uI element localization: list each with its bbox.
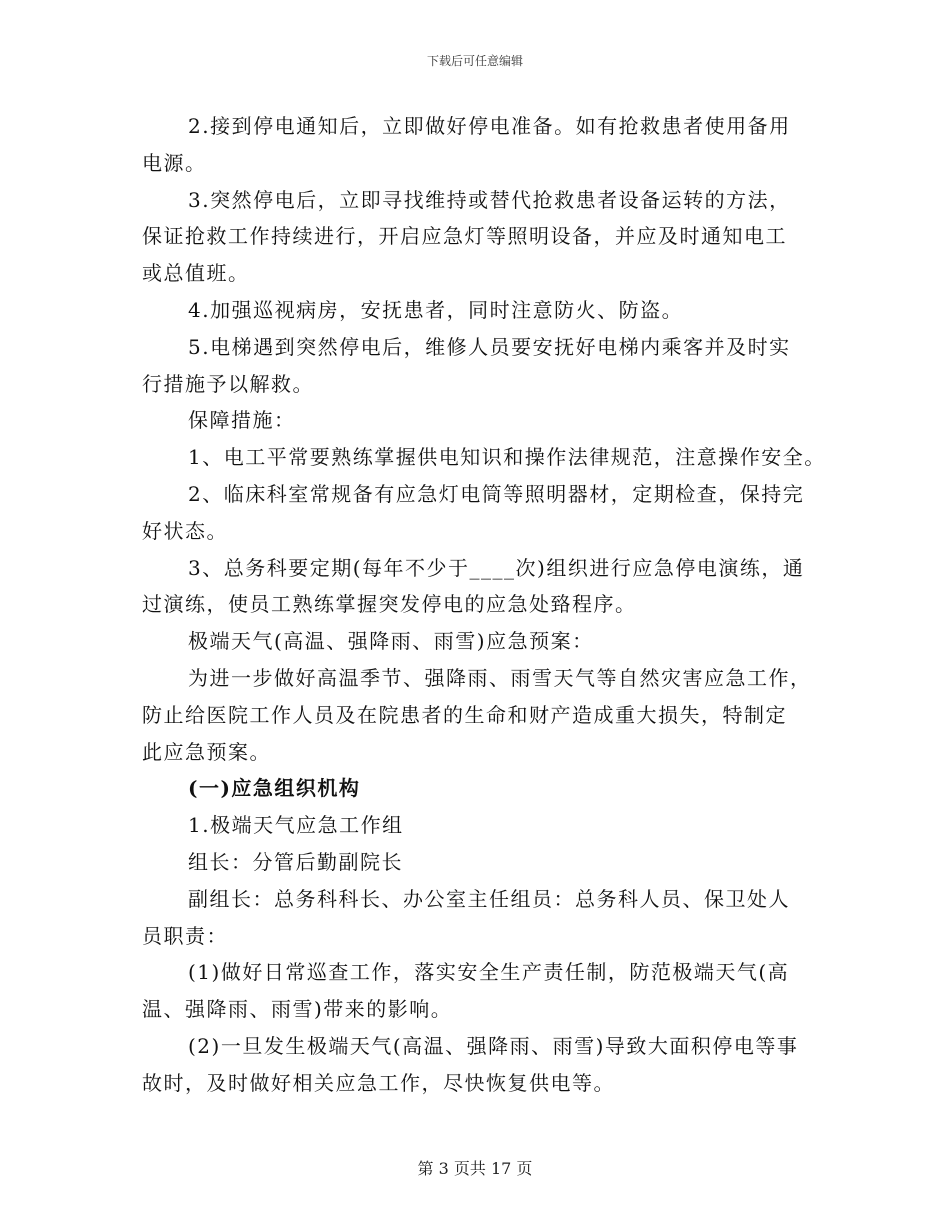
paragraph-line: 或总值班。: [142, 261, 250, 286]
paragraph-line: 3、总务科要定期(每年不少于____次)组织进行应急停电演练，通: [188, 555, 805, 580]
paragraph-line: 电源。: [142, 150, 207, 175]
paragraph-line: 副组长：总务科科长、办公室主任组员：总务科人员、保卫处人: [188, 886, 790, 911]
paragraph-line: (2)一旦发生极端天气(高温、强降雨、雨雪)导致大面积停电等事: [188, 1034, 799, 1058]
paragraph-line: 1、电工平常要熟练掌握供电知识和操作法律规范，注意操作安全。: [188, 445, 826, 470]
page-header: 下载后可任意编辑: [426, 54, 523, 68]
paragraph-line: 3.突然停电后，立即寻找维持或替代抢救患者设备运转的方法，: [188, 187, 791, 212]
paragraph-line: 防止给医院工作人员及在院患者的生命和财产造成重大损失，特制定: [142, 702, 787, 727]
paragraph-line: 员职责：: [142, 923, 228, 948]
page-footer: 第 3 页共 17 页: [417, 1159, 533, 1178]
paragraph-line: 极端天气(高温、强降雨、雨雪)应急预案：: [188, 629, 594, 654]
paragraph-line: (1)做好日常巡查工作，落实安全生产责任制，防范极端天气(高: [188, 960, 790, 985]
paragraph-line: 5.电梯遇到突然停电后，维修人员要安抚好电梯内乘客并及时实: [188, 334, 791, 359]
paragraph-line: 保障措施：: [188, 408, 296, 433]
paragraph-line: 保证抢救工作持续进行，开启应急灯等照明设备，并应及时通知电工: [142, 224, 787, 249]
paragraph-line: 2.接到停电通知后，立即做好停电准备。如有抢救患者使用备用: [188, 114, 791, 138]
paragraph-line: 行措施予以解救。: [142, 371, 314, 396]
paragraph-line: 故时，及时做好相关应急工作，尽快恢复供电等。: [142, 1070, 615, 1095]
paragraph-line: 组长：分管后勤副院长: [188, 850, 403, 874]
paragraph-line: 过演练，使员工熟练掌握突发停电的应急处臵程序。: [142, 592, 637, 617]
paragraph-line: 此应急预案。: [142, 739, 271, 764]
paragraph-line: 2、临床科室常规备有应急灯电筒等照明器材，定期检查，保持完: [188, 482, 805, 506]
paragraph-line: (一)应急组织机构: [188, 776, 361, 801]
paragraph-line: 为进一步做好高温季节、强降雨、雨雪天气等自然灾害应急工作，: [188, 666, 812, 690]
paragraph-line: 温、强降雨、雨雪)带来的影响。: [142, 997, 453, 1022]
paragraph-line: 4.加强巡视病房，安抚患者，同时注意防火、防盗。: [188, 298, 684, 322]
paragraph-line: 1.极端天气应急工作组: [188, 813, 404, 838]
paragraph-line: 好状态。: [142, 518, 228, 543]
